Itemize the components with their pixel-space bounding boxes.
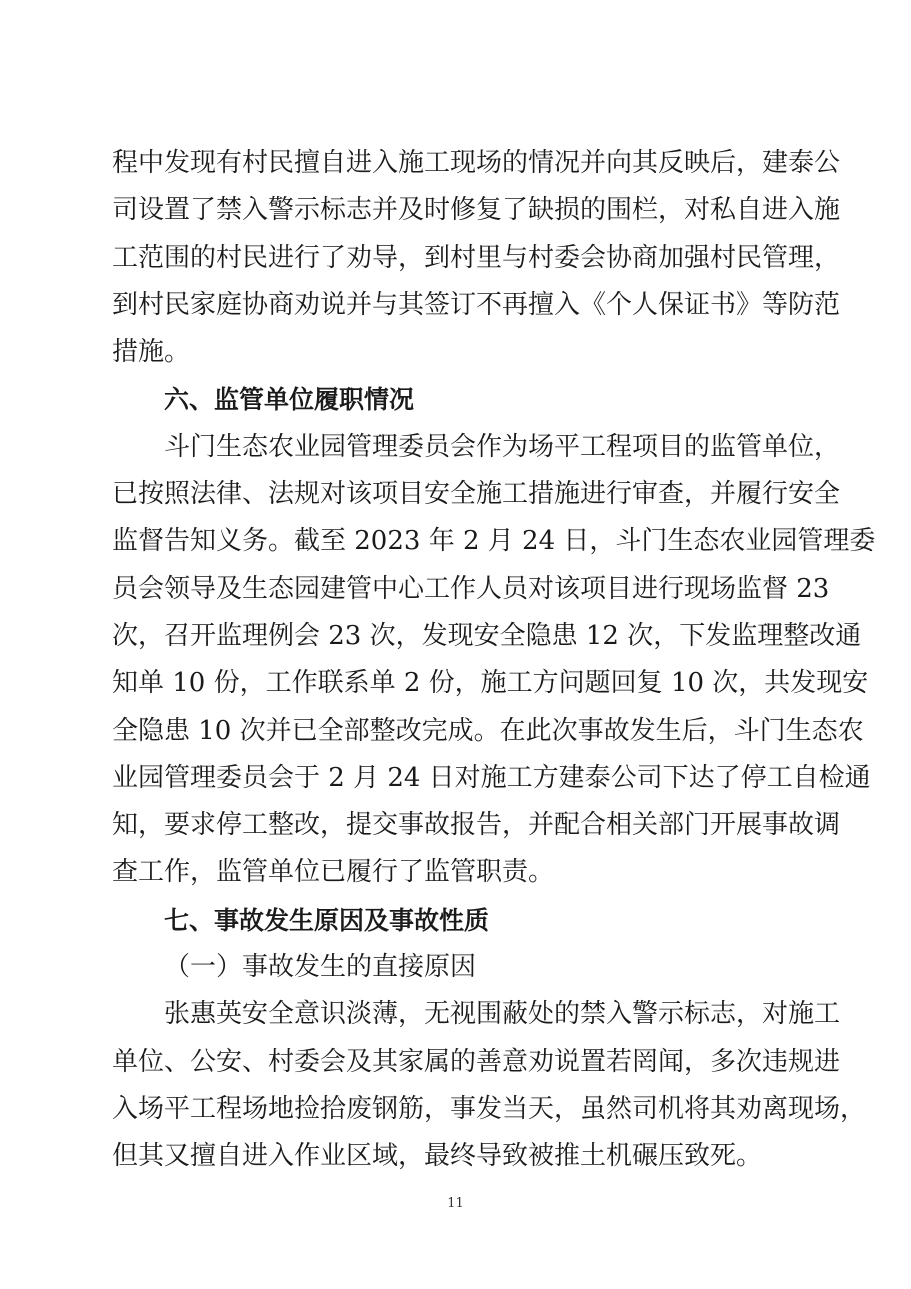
section-heading-7: 七、事故发生原因及事故性质 bbox=[164, 905, 490, 935]
text-line: 单位、公安、村委会及其家属的善意劝说置若罔闻，多次违规进 bbox=[112, 1046, 841, 1077]
section-7-paragraph bbox=[112, 991, 867, 1180]
text-line: 员会领导及生态园建管中心工作人员对该项目进行现场监督 23 bbox=[112, 573, 830, 604]
paragraph-continuation bbox=[112, 140, 841, 376]
text-line: 业园管理委员会于 2 月 24 日对施工方建泰公司下达了停工自检通 bbox=[112, 762, 871, 793]
text-line: 入场平工程场地捡拾废钢筋，事发当天，虽然司机将其劝离现场， bbox=[112, 1093, 867, 1124]
text-line: 知，要求停工整改，提交事故报告，并配合相关部门开展事故调 bbox=[112, 810, 841, 841]
text-line: 次，召开监理例会 23 次，发现安全隐患 12 次，下发监理整改通 bbox=[112, 620, 862, 651]
text-line: 斗门生态农业园管理委员会作为场平工程项目的监管单位， bbox=[164, 431, 841, 462]
text-line: 已按照法律、法规对该项目安全施工措施进行审查，并履行安全 bbox=[112, 479, 841, 510]
text-line: 知单 10 份，工作联系单 2 份，施工方问题回复 10 次，共发现安 bbox=[112, 668, 869, 699]
text-line: 程中发现有村民擅自进入施工现场的情况并向其反映后，建泰公 bbox=[112, 148, 841, 178]
text-line: 但其又擅自进入作业区域，最终导致被推土机碾压致死。 bbox=[112, 1141, 763, 1172]
text-line: 张惠英安全意识淡薄，无视围蔽处的禁入警示标志，对施工 bbox=[164, 999, 841, 1030]
text-line: 措施。 bbox=[112, 337, 191, 368]
text-line: 全隐患 10 次并已全部整改完成。在此次事故发生后，斗门生态农 bbox=[112, 715, 864, 746]
text-line: 查工作，监管单位已履行了监管职责。 bbox=[112, 857, 555, 888]
section-6-paragraph bbox=[112, 424, 876, 897]
page-number: 11 bbox=[447, 1196, 464, 1211]
text-line: 司设置了禁入警示标志并及时修复了缺损的围栏，对私自进入施 bbox=[112, 195, 841, 226]
text-line: 监督告知义务。截至 2023 年 2 月 24 日，斗门生态农业园管理委 bbox=[112, 526, 876, 557]
subsection-heading: （一）事故发生的直接原因 bbox=[164, 952, 477, 983]
text-line: 到村民家庭协商劝说并与其签订不再擅入《个人保证书》等防范 bbox=[112, 289, 841, 320]
section-heading-6: 六、监管单位履职情况 bbox=[164, 385, 415, 415]
text-line: 工范围的村民进行了劝导，到村里与村委会协商加强村民管理， bbox=[112, 242, 841, 273]
document-body bbox=[112, 140, 876, 1181]
